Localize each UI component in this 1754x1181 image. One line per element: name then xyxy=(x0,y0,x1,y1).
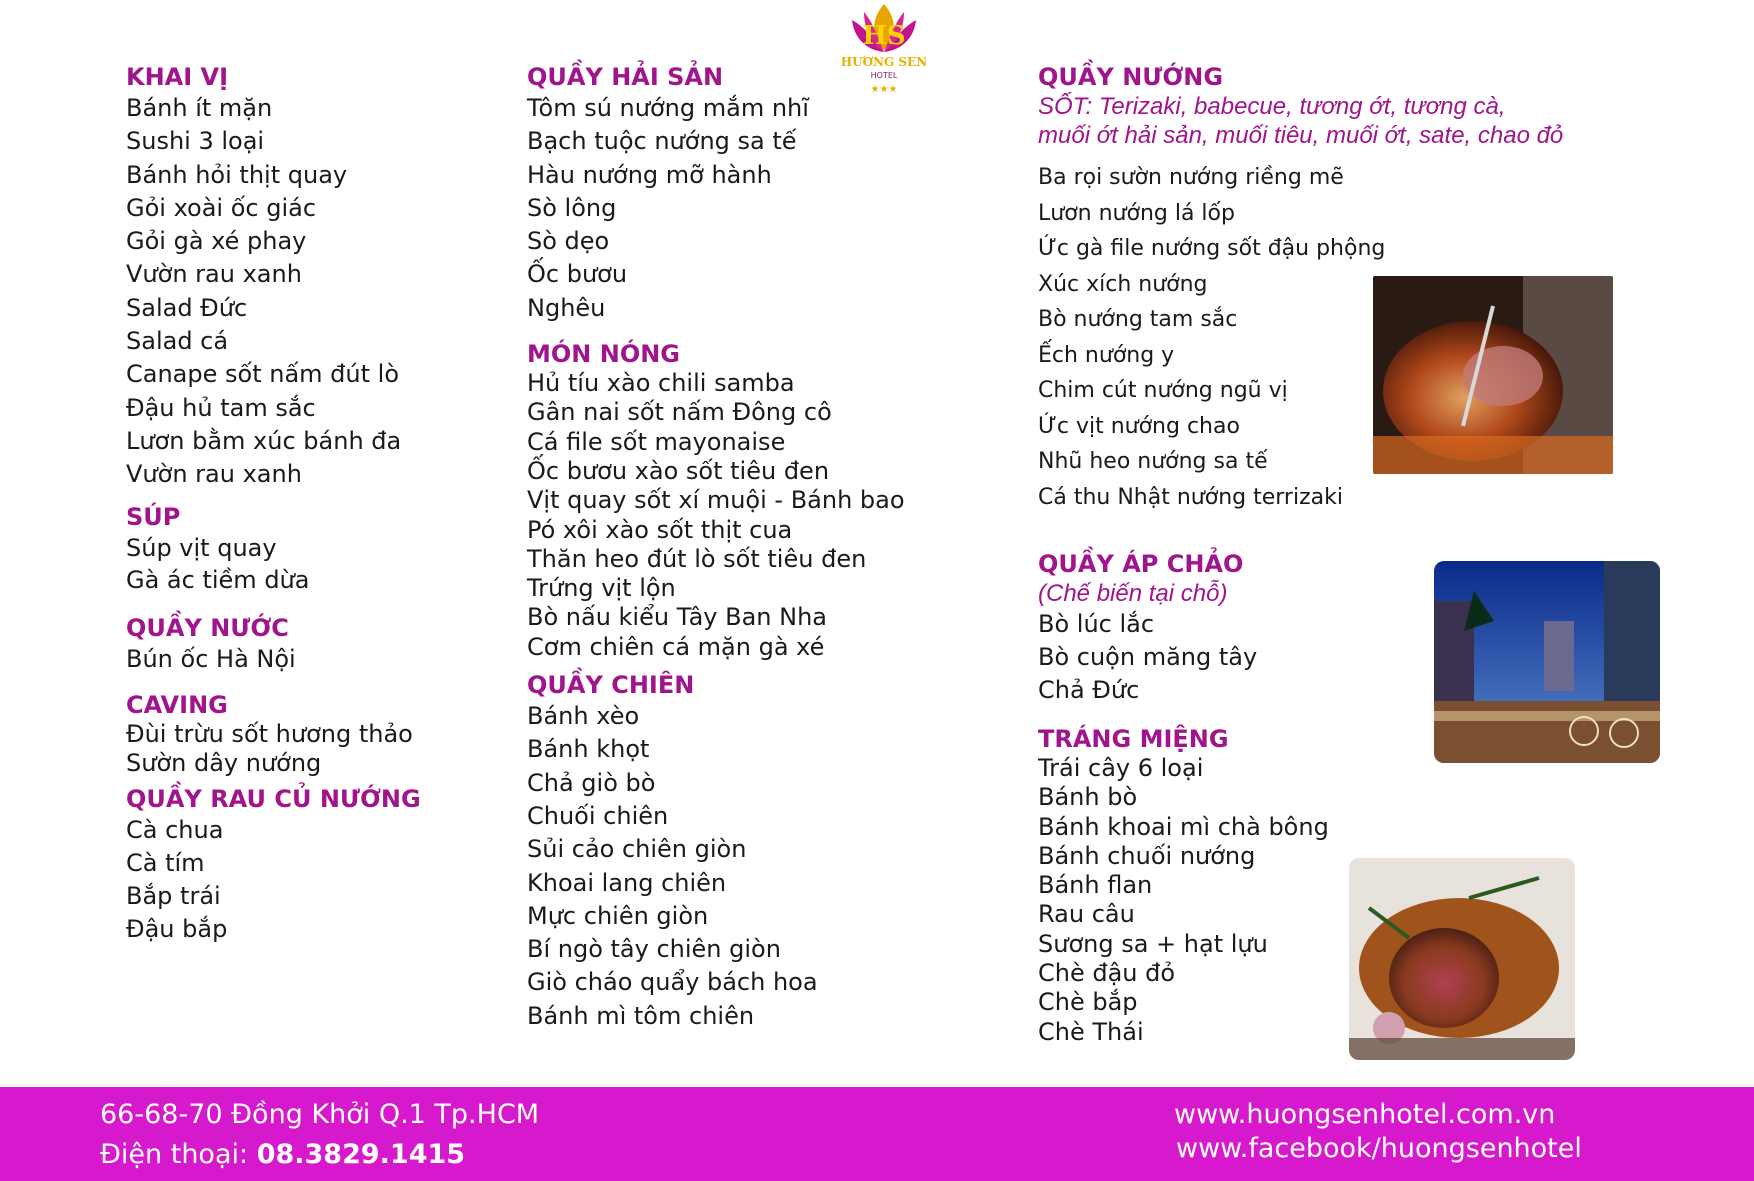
pan-item-list xyxy=(1038,608,1257,707)
menu-item: Bạch tuộc nướng sa tế xyxy=(527,127,797,156)
menu-item: Bánh flan xyxy=(1038,871,1153,900)
menu-item: Bánh hỏi thịt quay xyxy=(126,160,348,189)
section-title: SÚP xyxy=(126,502,181,531)
menu-section xyxy=(527,339,927,662)
menu-item: Chả Đức xyxy=(1038,676,1140,704)
website-link[interactable]: www.huongsenhotel.com.vn xyxy=(1174,1099,1556,1130)
menu-item: Bánh khọt xyxy=(527,735,650,764)
section-title: QUẦY NƯỚC xyxy=(126,613,289,642)
menu-item: Lươn nướng lá lốp xyxy=(1038,200,1235,226)
menu-item-list xyxy=(126,814,506,947)
menu-section xyxy=(126,784,506,947)
menu-item: Ba rọi sườn nướng riềng mẽ xyxy=(1038,165,1344,190)
menu-item: Trái cây 6 loại xyxy=(1038,754,1204,782)
svg-text:★★★: ★★★ xyxy=(870,84,898,95)
menu-item: Rau câu xyxy=(1038,900,1135,929)
menu-item-list xyxy=(527,92,927,325)
menu-item: Bánh ít mặn xyxy=(126,94,273,122)
menu-item: Bò nướng tam sắc xyxy=(1038,307,1238,332)
menu-item: Nghêu xyxy=(527,293,606,322)
menu-item: Bò lúc lắc xyxy=(1038,610,1155,638)
menu-column-middle xyxy=(527,62,927,1033)
menu-item: Đùi trừu sốt hương thảo xyxy=(126,719,413,748)
menu-item: Chuối chiên xyxy=(527,801,669,830)
menu-item: Salad Đức xyxy=(126,293,248,322)
menu-item: Vườn rau xanh xyxy=(126,260,302,289)
menu-item: Lươn bằm xúc bánh đa xyxy=(126,426,402,455)
menu-item-list xyxy=(126,720,506,778)
menu-item: Chả giò bò xyxy=(527,768,656,797)
menu-item: Bánh mì tôm chiên xyxy=(527,1001,755,1030)
menu-item: Mực chiên giòn xyxy=(527,901,709,930)
section-title: MÓN NÓNG xyxy=(527,340,680,369)
menu-item-list xyxy=(126,643,506,676)
menu-item: Hủ tíu xào chili samba xyxy=(527,369,795,398)
menu-item: Súp vịt quay xyxy=(126,533,277,562)
menu-section xyxy=(126,690,506,778)
sauce-line-1: SỐT: Terizaki, babecue, tương ớt, tương cà, xyxy=(1038,93,1506,120)
address-text: 66-68-70 Đồng Khởi Q.1 Tp.HCM xyxy=(100,1099,540,1130)
menu-item: Xúc xích nướng xyxy=(1038,271,1208,297)
roast-beef-photo xyxy=(1349,858,1575,1060)
menu-item-list xyxy=(126,532,506,597)
menu-item: Ức vịt nướng chao xyxy=(1038,413,1240,439)
menu-item: Sushi 3 loại xyxy=(126,127,265,156)
dessert-item-list xyxy=(1038,754,1329,1047)
menu-item: Tôm sú nướng mắm nhĩ xyxy=(527,94,809,122)
menu-item: Ếch nướng y xyxy=(1038,342,1175,368)
phone-number[interactable]: 08.3829.1415 xyxy=(256,1139,466,1170)
menu-item: Cà tím xyxy=(126,848,205,877)
section-pan xyxy=(1038,549,1257,707)
menu-section xyxy=(126,502,506,597)
menu-item: Cá thu Nhật nướng terrizaki xyxy=(1038,484,1343,510)
menu-item: Bánh bò xyxy=(1038,783,1138,812)
section-title: QUẦY RAU CỦ NƯỚNG xyxy=(126,784,421,813)
facebook-link[interactable]: www.facebook/huongsenhotel xyxy=(1176,1133,1582,1164)
menu-item: Bắp trái xyxy=(126,882,221,911)
menu-item: Gân nai sốt nấm Đông cô xyxy=(527,398,832,427)
roast-pork-photo xyxy=(1373,276,1613,474)
menu-item: Ức gà file nướng sốt đậu phộng xyxy=(1038,236,1386,261)
menu-item: Ốc bươu xào sốt tiêu đen xyxy=(527,456,830,485)
menu-item: Bánh khoai mì chà bông xyxy=(1038,812,1329,841)
menu-item: Bí ngò tây chiên giòn xyxy=(527,935,781,964)
section-title: CAVING xyxy=(126,690,228,719)
section-title: TRÁNG MIỆNG xyxy=(1038,725,1229,753)
menu-item: Vườn rau xanh xyxy=(126,460,302,489)
menu-item: Salad cá xyxy=(126,327,229,356)
menu-section xyxy=(527,670,927,1033)
phone-label: Điện thoại: xyxy=(100,1139,249,1170)
menu-item: Thăn heo đút lò sốt tiêu đen xyxy=(527,544,867,573)
menu-item: Cơm chiên cá mặn gà xé xyxy=(527,632,825,661)
menu-item: Bò cuộn măng tây xyxy=(1038,643,1258,671)
menu-item: Sương sa + hạt lựu xyxy=(1038,929,1268,958)
menu-item: Vịt quay sốt xí muội - Bánh bao xyxy=(527,486,905,515)
menu-section xyxy=(126,62,506,492)
menu-item: Cà chua xyxy=(126,815,224,844)
rooftop-terrace-photo xyxy=(1434,561,1660,763)
menu-item-list xyxy=(527,700,927,1033)
menu-item: Trứng vịt lộn xyxy=(527,574,676,603)
menu-item: Chè bắp xyxy=(1038,988,1138,1017)
section-title: QUẦY ÁP CHẢO xyxy=(1038,550,1244,578)
menu-item: Đậu hủ tam sắc xyxy=(126,393,316,422)
menu-item: Sò dẹo xyxy=(527,227,610,256)
section-title: QUẦY NƯỚNG xyxy=(1038,63,1224,91)
menu-item: Sủi cảo chiên giòn xyxy=(527,835,747,864)
menu-item: Chè Thái xyxy=(1038,1017,1144,1046)
section-title: QUẦY HẢI SẢN xyxy=(527,63,724,91)
menu-section xyxy=(527,62,927,325)
menu-item: Cá file sốt mayonaise xyxy=(527,427,786,456)
menu-item: Bánh chuối nướng xyxy=(1038,841,1256,870)
section-title: QUẦY CHIÊN xyxy=(527,671,695,700)
menu-column-left xyxy=(126,62,506,947)
menu-item: Pó xôi xào sốt thịt cua xyxy=(527,515,793,544)
menu-item: Hàu nướng mỡ hành xyxy=(527,160,772,189)
menu-item: Gỏi xoài ốc giác xyxy=(126,193,317,222)
section-subtitle: (Chế biến tại chỗ) xyxy=(1038,580,1228,607)
menu-item: Khoai lang chiên xyxy=(527,868,727,897)
menu-item-list xyxy=(527,369,927,662)
svg-text:HOTEL: HOTEL xyxy=(870,71,898,80)
section-dessert xyxy=(1038,724,1329,1047)
menu-item: Nhũ heo nướng sa tế xyxy=(1038,449,1268,474)
menu-item: Chim cút nướng ngũ vị xyxy=(1038,378,1288,403)
menu-item: Đậu bắp xyxy=(126,915,228,944)
menu-item: Bánh xèo xyxy=(527,702,640,731)
menu-item: Chè đậu đỏ xyxy=(1038,959,1176,988)
menu-item: Sườn dây nướng xyxy=(126,748,322,777)
menu-item: Sò lông xyxy=(527,193,617,222)
section-title: KHAI VỊ xyxy=(126,63,229,91)
menu-item: Giò cháo quẩy bách hoa xyxy=(527,968,818,997)
menu-item: Canape sốt nấm đút lò xyxy=(126,360,399,389)
menu-item: Gà ác tiềm dừa xyxy=(126,566,310,595)
footer-bar xyxy=(0,1087,1754,1181)
phone-row xyxy=(100,1139,465,1170)
menu-item: Bún ốc Hà Nội xyxy=(126,644,296,673)
menu-item: Ốc bươu xyxy=(527,260,628,289)
sauce-line-2: muối ớt hải sản, muối tiêu, muối ớt, sate, chao đỏ xyxy=(1038,122,1564,149)
menu-item: Bò nấu kiểu Tây Ban Nha xyxy=(527,603,827,632)
svg-text:HƯƠNG SEN: HƯƠNG SEN xyxy=(842,55,926,69)
menu-item: Gỏi gà xé phay xyxy=(126,227,307,256)
menu-item-list xyxy=(126,92,506,492)
svg-text:HS: HS xyxy=(862,21,906,51)
menu-section xyxy=(126,613,506,676)
